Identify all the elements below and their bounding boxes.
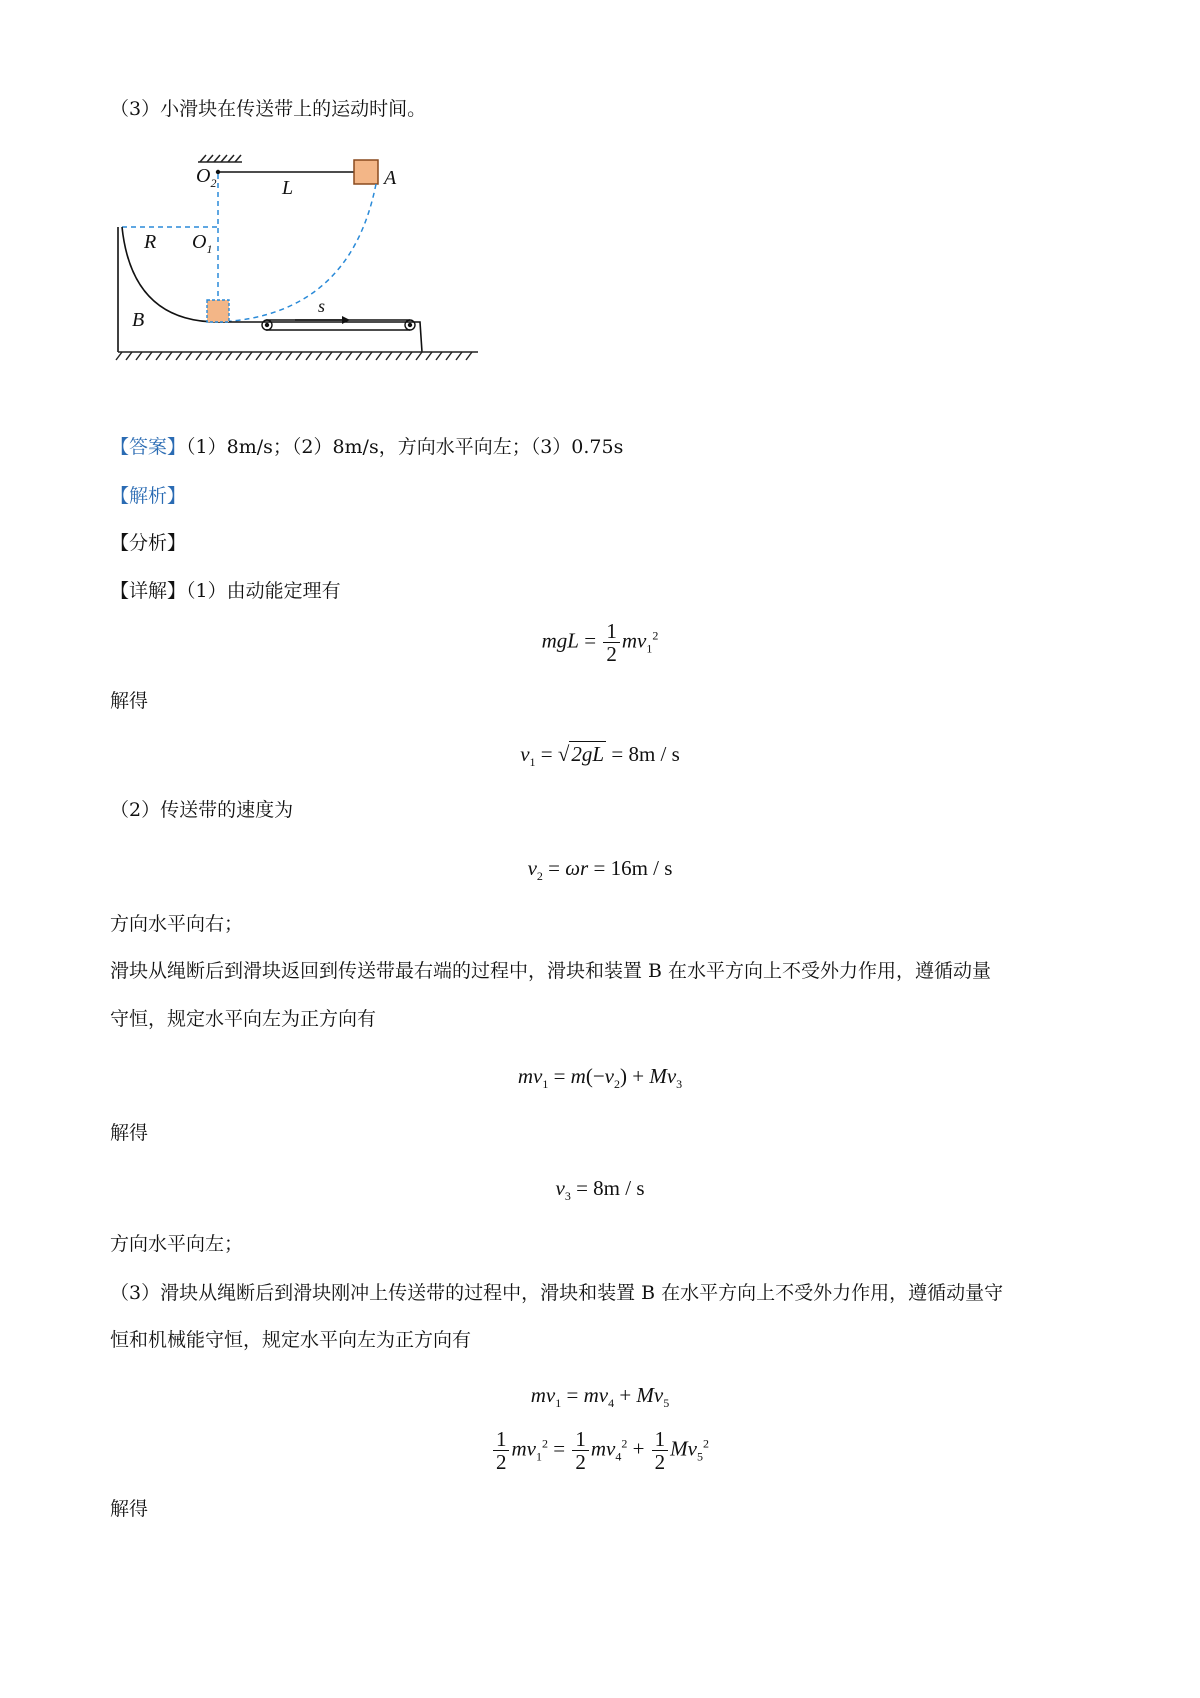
block-a [354,160,378,184]
label-s: s [318,296,326,316]
equation-momentum-1: $mv_1 = m(-v_2) + Mv_3$ [517,1064,683,1092]
detail-tag: 【详解】 [110,580,187,602]
label-o2: $O_2$ [196,165,217,190]
equation-momentum-2: $mv_1 = mv_4 + Mv_5$ [530,1383,670,1411]
equation-energy-2: $\frac{1}{2}$ $mv_1^2$ = $\frac{1}{2}$ $mv_4^2$ + $\frac{1}{2}$ $Mv_5^2$ [0,1428,1200,1473]
paragraph-d: 恒和机械能守恒，规定水平向左为正方向有 [110,1329,472,1351]
label-a: A [384,167,397,189]
ceiling-support [198,155,242,162]
part1-intro: （1）由动能定理有 [186,580,341,602]
label-o1: $O_1$ [192,231,213,256]
detail-line [110,578,341,604]
direction-left: 方向水平向左； [110,1233,244,1255]
block-bottom [207,300,229,322]
solve-2: 解得 [110,1122,149,1144]
label-r: R [144,231,157,253]
paragraph-b: 守恒，规定水平向左为正方向有 [110,1008,377,1030]
pivot-point [216,170,220,174]
physics-diagram [110,150,510,370]
device-b-outline [118,227,422,352]
ground-line [116,352,478,360]
direction-right: 方向水平向右； [110,913,244,935]
equation-v3: $v_3 = 8m / s$ [555,1176,645,1204]
equation-energy: mgL = $\frac{1}{2}$ $mv_1^2$ [541,619,659,666]
solve-3: 解得 [110,1498,149,1520]
swing-arc [220,184,376,322]
answer-text: （1）8m/s；（2）8m/s，方向水平向左；（3）0.75s [186,436,624,458]
answer-line [110,434,623,460]
answer-tag: 【答案】 [110,436,187,458]
question-part3: （3）小滑块在传送带上的运动时间。 [110,98,427,120]
analysis-tag: 【解析】 [110,485,187,507]
paragraph-a: 滑块从绳断后到滑块返回到传送带最右端的过程中，滑块和装置 B 在水平方向上不受外力作用，遵循动量 [110,960,992,982]
equation-v2: $v_2 = \omega r = 16m / s$ [527,856,673,884]
label-b: B [132,309,145,331]
fenxi-tag: 【分析】 [110,532,187,554]
part2-intro: （2）传送带的速度为 [110,799,294,821]
label-l: L [282,177,294,199]
solve-1: 解得 [110,690,149,712]
equation-v1: $v_1 = √2gL = 8m / s$ [520,742,680,770]
paragraph-c: （3）滑块从绳断后到滑块刚冲上传送带的过程中，滑块和装置 B 在水平方向上不受外力作用，遵循动量守 [110,1282,1004,1304]
